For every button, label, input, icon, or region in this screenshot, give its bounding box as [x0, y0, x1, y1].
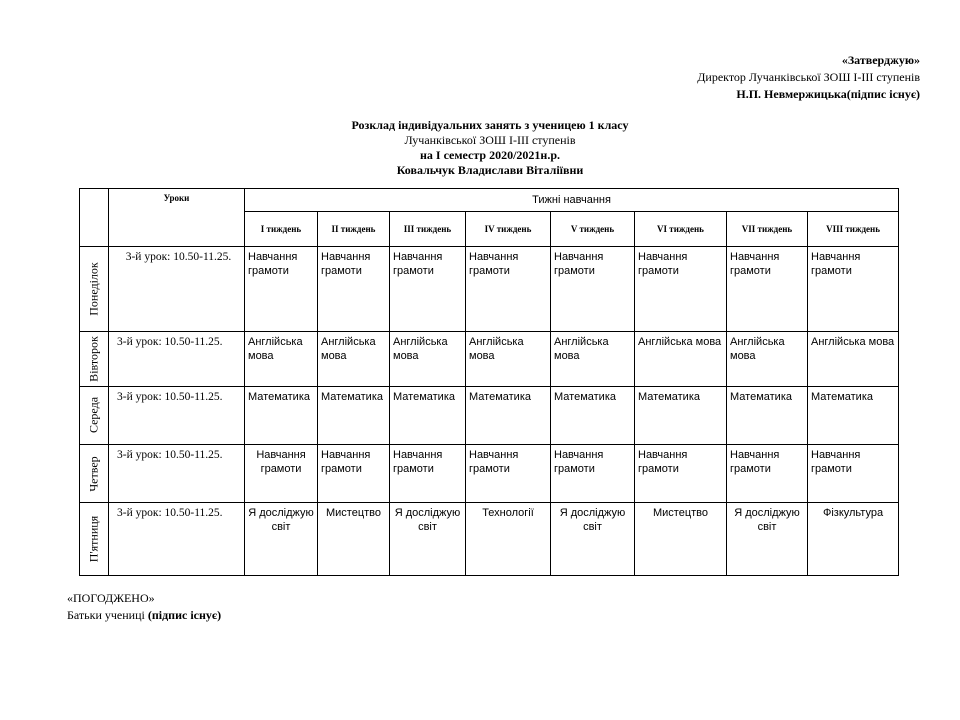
subject-cell: Навчання грамоти — [727, 444, 808, 502]
schedule-row — [80, 386, 899, 444]
subject-cell: Англійська мова — [635, 332, 727, 386]
agreement-signature — [67, 607, 221, 624]
subject-cell: Математика — [318, 386, 390, 444]
week-header: IV тиждень — [466, 212, 551, 247]
subject-cell: Технології — [466, 503, 551, 576]
day-label: Вівторок — [86, 335, 101, 382]
subject-cell: Навчання грамоти — [318, 444, 390, 502]
lesson-time-cell: 3-й урок: 10.50-11.25. — [109, 332, 245, 386]
subject-cell: Англійська мова — [390, 332, 466, 386]
subject-cell: Англійська мова — [466, 332, 551, 386]
subject-cell: Математика — [466, 386, 551, 444]
subject-cell: Англійська мова — [245, 332, 318, 386]
title-line-3: на І семестр 2020/2021н.р. — [420, 148, 560, 162]
subject-cell: Англійська мова — [318, 332, 390, 386]
approval-position: Директор Лучанківської ЗОШ І-ІІІ ступенів — [697, 70, 920, 84]
subject-cell: Навчання грамоти — [245, 444, 318, 502]
subject-cell: Англійська мова — [727, 332, 808, 386]
day-cell — [80, 247, 109, 332]
day-label: Середа — [86, 397, 101, 434]
subject-cell: Англійська мова — [551, 332, 635, 386]
subject-cell: Математика — [551, 386, 635, 444]
schedule-table — [79, 188, 899, 576]
week-header: V тиждень — [551, 212, 635, 247]
subject-cell: Навчання грамоти — [318, 247, 390, 332]
subject-cell: Навчання грамоти — [635, 247, 727, 332]
day-cell — [80, 332, 109, 386]
subject-cell: Навчання грамоти — [808, 247, 899, 332]
week-header: III тиждень — [390, 212, 466, 247]
day-cell — [80, 386, 109, 444]
week-header: VI тиждень — [635, 212, 727, 247]
subject-cell: Навчання грамоти — [551, 247, 635, 332]
approval-block — [697, 52, 920, 103]
subject-cell: Навчання грамоти — [390, 444, 466, 502]
subject-cell: Математика — [635, 386, 727, 444]
lessons-header: Уроки — [109, 189, 245, 247]
agreement-signature-note: (підпис існує) — [147, 608, 222, 622]
day-cell — [80, 444, 109, 502]
week-header: VII тиждень — [727, 212, 808, 247]
subject-cell: Англійська мова — [808, 332, 899, 386]
subject-cell: Навчання грамоти — [466, 247, 551, 332]
subject-cell: Математика — [808, 386, 899, 444]
subject-cell: Навчання грамоти — [551, 444, 635, 502]
day-label: Понеділок — [86, 262, 101, 317]
subject-cell: Математика — [390, 386, 466, 444]
schedule-row — [80, 247, 899, 332]
subject-cell: Я досліджую світ — [390, 503, 466, 576]
subject-cell: Мистецтво — [318, 503, 390, 576]
schedule-row — [80, 332, 899, 386]
subject-cell: Навчання грамоти — [466, 444, 551, 502]
title-line-4: Ковальчук Владислави Віталіївни — [396, 163, 584, 177]
weekly-header: Тижні навчання — [245, 189, 899, 212]
subject-cell: Навчання грамоти — [727, 247, 808, 332]
lesson-time-cell: 3-й урок: 10.50-11.25. — [109, 247, 245, 332]
subject-cell: Я досліджую світ — [245, 503, 318, 576]
corner-cell — [80, 189, 109, 247]
agreement-title: «ПОГОДЖЕНО» — [67, 591, 155, 605]
subject-cell: Я досліджую світ — [551, 503, 635, 576]
approval-title: «Затверджую» — [841, 53, 920, 67]
day-label: Четвер — [86, 456, 101, 492]
document-title — [0, 118, 960, 178]
day-label: П'ятниця — [86, 516, 101, 563]
schedule-row — [80, 503, 899, 576]
subject-cell: Навчання грамоти — [390, 247, 466, 332]
lesson-time-cell: 3-й урок: 10.50-11.25. — [109, 503, 245, 576]
week-header: I тиждень — [245, 212, 318, 247]
lesson-time-cell: 3-й урок: 10.50-11.25. — [109, 386, 245, 444]
subject-cell: Мистецтво — [635, 503, 727, 576]
agreement-signature-prefix: Батьки учениці — [67, 608, 148, 622]
subject-cell: Фізкультура — [808, 503, 899, 576]
week-header: II тиждень — [318, 212, 390, 247]
title-line-1: Розклад індивідуальних занять з ученицею 1 класу — [351, 118, 629, 132]
agreement-block — [67, 590, 221, 624]
week-header: VIII тиждень — [808, 212, 899, 247]
approval-signature: Н.П. Невмержицька(підпис існує) — [736, 87, 920, 101]
subject-cell: Математика — [727, 386, 808, 444]
day-cell — [80, 503, 109, 576]
subject-cell: Навчання грамоти — [635, 444, 727, 502]
subject-cell: Математика — [245, 386, 318, 444]
subject-cell: Я досліджую світ — [727, 503, 808, 576]
subject-cell: Навчання грамоти — [808, 444, 899, 502]
title-line-2: Лучанківської ЗОШ І-ІІІ ступенів — [404, 133, 576, 147]
subject-cell: Навчання грамоти — [245, 247, 318, 332]
lesson-time-cell: 3-й урок: 10.50-11.25. — [109, 444, 245, 502]
schedule-row — [80, 444, 899, 502]
